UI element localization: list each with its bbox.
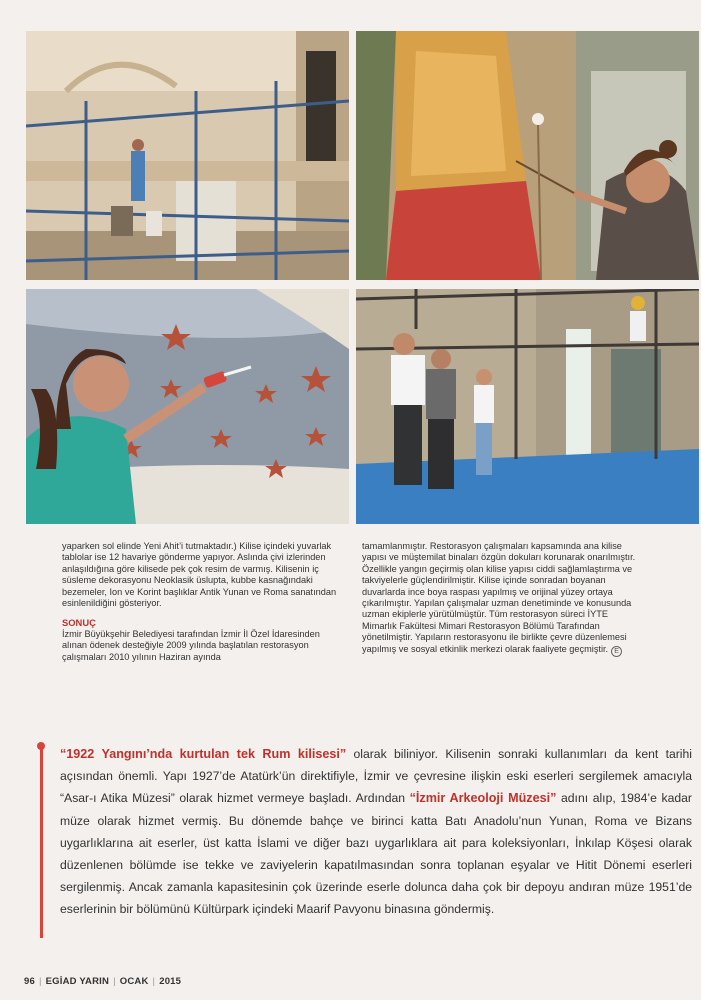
text-column-right bbox=[362, 541, 638, 657]
photo-scaffold-interior bbox=[26, 31, 349, 280]
page-number: 96 bbox=[24, 976, 35, 987]
page-footer bbox=[24, 976, 181, 987]
callout-accent-bar bbox=[40, 748, 43, 938]
star-ceiling-painter-photo bbox=[26, 289, 349, 524]
fresco-painter-photo bbox=[356, 31, 699, 280]
magazine-name: EGİAD YARIN bbox=[45, 976, 110, 987]
paragraph-conclusion: İzmir Büyükşehir Belediyesi tarafından İzmir İl Özel İdaresinden alınan ödenek desteğiyle 2009 yılında başlatılan restorasyon çalışmaları 2010 yılının Haziran ayında bbox=[62, 628, 320, 662]
footer-separator: | bbox=[152, 976, 156, 987]
footer-separator: | bbox=[38, 976, 42, 987]
text-column-left bbox=[62, 541, 340, 663]
photo-star-ceiling bbox=[26, 289, 349, 524]
callout-highlight-fire: “1922 Yangını’nda kurtulan tek Rum kilisesi” bbox=[60, 747, 347, 761]
callout-box bbox=[60, 743, 692, 921]
paragraph-intro: yaparken sol elinde Yeni Ahit’i tutmaktadır.) Kilise içindeki yuvarlak tablolar ise 12 havariye gönderme yapıyor. Aslında çivi izlerinden anlaşıldığına göre kilisede pek çok resim de varmış. Kilisenin iç süsleme dekorasyonu Neoklasik üslupta, kubbe kasnağındaki bezemeler, Ion ve Korint başlıklar Antik Yunan ve Roma sanatından esinlenildiğini gösteriyor. bbox=[62, 541, 337, 609]
callout-text-part2: adını alıp, 1984’e kadar müze olarak hizmet vermiş. Bu dönemde bahçe ve birinci katta Batı Anadolu’nun Yunan, Roma ve Bizans uygarlıklarına ait eserler, üst katta İslami ve diğer bazı uygarlıklara ait para koleksiyonları, İnkılap Köşesi olarak düzenlenen bölümde ise tekke ve zaviyelerin kapatılmasından sonra toplanan eşyalar ve Hitit Dönemi eserleri sergilenmiş. Ancak zamanla kapasitesinin çok üzerinde eserle dolunca daha çok bir depoyu andıran müze 1951’de eserlerinin bir bölümünü Kültürpark içindeki Maarif Pavyonu binasına göndermiş. bbox=[60, 791, 692, 917]
issue-year: 2015 bbox=[159, 976, 182, 987]
paragraph-restoration-text: tamamlanmıştır. Restorasyon çalışmaları kapsamında ana kilise yapısı ve müştemilat binaları özgün dokuları korunarak onarılmıştır. Özellikle yangın geçirmiş olan kilise yapısı ciddi sağlamlaştırma ve takviyelerle güçlendirilmiştir. Kilise içinde sonradan boyanan duvarlarda ince boya raspası yapılmış ve orijinal yüzey ortaya çıkarılmıştır. Yapılan çalışmalar uzman denetiminde ve konusunda uzman ekiplerle yürütülmüştür. Tüm restorasyon süreci İYTE Mimarlık Fakültesi Mimari Restorasyon Bölümü Tarafından yönetilmiştir. Yapıların restorasyonu ile birlikte çevre düzenlemesi yapılmış ve sosyal etkinlik merkezi olarak faaliyete geçmiştir. bbox=[362, 541, 636, 654]
footer-separator: | bbox=[113, 976, 116, 987]
site-visit-photo bbox=[356, 289, 699, 524]
callout-highlight-museum: “İzmir Arkeoloji Müzesi” bbox=[409, 791, 557, 806]
paragraph-restoration bbox=[362, 541, 638, 657]
photo-site-visit bbox=[356, 289, 699, 524]
callout-text-part1: olarak biliniyor. Kilisenin sonraki kullanımları da kent tarihi açısından önemli. Yapı 1927’de Atatürk’ün direktifiyle, İzmir ve çevresine ilişkin eski eserleri sergilemek amacıyla “Asar-ı Atika Müzesi” olarak hizmet vermeye başladı. Ardından bbox=[60, 747, 693, 806]
scaffold-workers-photo bbox=[26, 31, 349, 280]
section-heading-sonuc: SONUÇ bbox=[62, 617, 96, 629]
article-end-mark-icon: E bbox=[611, 646, 622, 657]
photo-fresco-painter bbox=[356, 31, 699, 280]
issue-month: OCAK bbox=[119, 976, 149, 987]
callout-paragraph bbox=[60, 743, 692, 921]
